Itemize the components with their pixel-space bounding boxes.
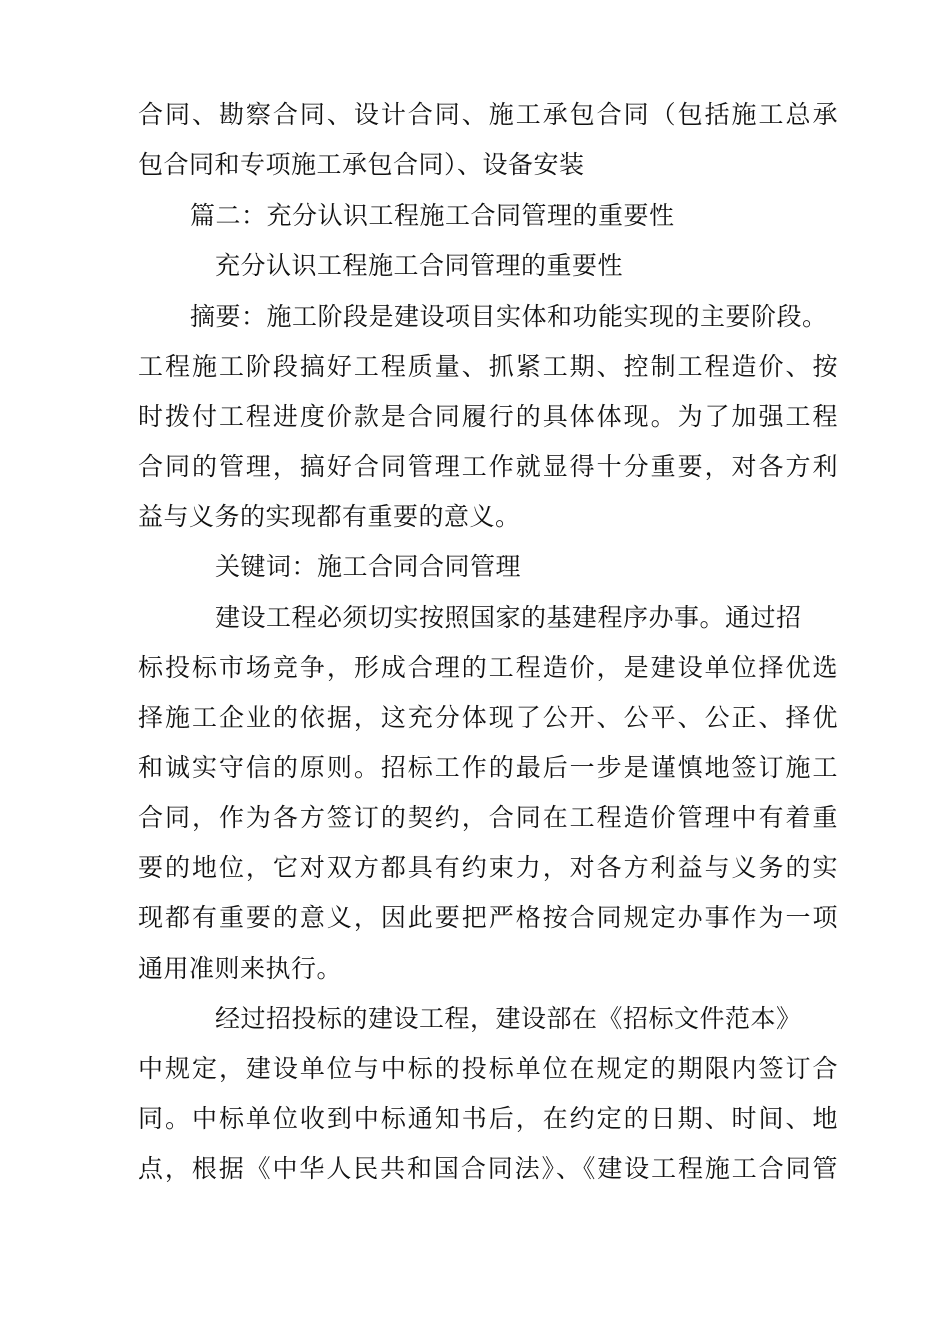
text-line: 合同的管理，搞好合同管理工作就显得十分重要，对各方利 — [138, 452, 838, 481]
abstract-line: 摘要：施工阶段是建设项目实体和功能实现的主要阶段。 — [190, 302, 828, 331]
text-line: 通用准则来执行。 — [138, 954, 343, 983]
text-line: 同。中标单位收到中标通知书后，在约定的日期、时间、地 — [138, 1104, 838, 1133]
text-line: 工程施工阶段搞好工程质量、抓紧工期、控制工程造价、按 — [138, 352, 838, 381]
text-line: 点，根据《中华人民共和国合同法》、《建设工程施工合同管 — [138, 1154, 838, 1183]
keywords-line: 关键词：施工合同合同管理 — [215, 552, 522, 581]
paragraph-start: 经过招投标的建设工程，建设部在《招标文件范本》 — [215, 1004, 802, 1033]
text-line: 益与义务的实现都有重要的意义。 — [138, 502, 521, 531]
paragraph-start: 建设工程必须切实按照国家的基建程序办事。通过招 — [215, 603, 802, 632]
text-line: 包合同和专项施工承包合同）、设备安装 — [138, 150, 585, 179]
text-line: 现都有重要的意义，因此要把严格按合同规定办事作为一项 — [138, 903, 838, 932]
text-line: 时拨付工程进度价款是合同履行的具体体现。为了加强工程 — [138, 402, 838, 431]
text-line: 和诚实守信的原则。招标工作的最后一步是谨慎地签订施工 — [138, 753, 838, 782]
section-heading: 篇二：充分认识工程施工合同管理的重要性 — [190, 201, 675, 230]
text-line: 合同，作为各方签订的契约，合同在工程造价管理中有着重 — [138, 803, 838, 832]
text-line: 择施工企业的依据，这充分体现了公开、公平、公正、择优 — [138, 703, 838, 732]
text-line: 要的地位，它对双方都具有约束力，对各方利益与义务的实 — [138, 853, 838, 882]
text-line: 合同、勘察合同、设计合同、施工承包合同（包括施工总承 — [138, 100, 838, 129]
text-line: 标投标市场竞争，形成合理的工程造价，是建设单位择优选 — [138, 653, 838, 682]
article-title: 充分认识工程施工合同管理的重要性 — [215, 251, 624, 280]
text-line: 中规定，建设单位与中标的投标单位在规定的期限内签订合 — [138, 1054, 838, 1083]
